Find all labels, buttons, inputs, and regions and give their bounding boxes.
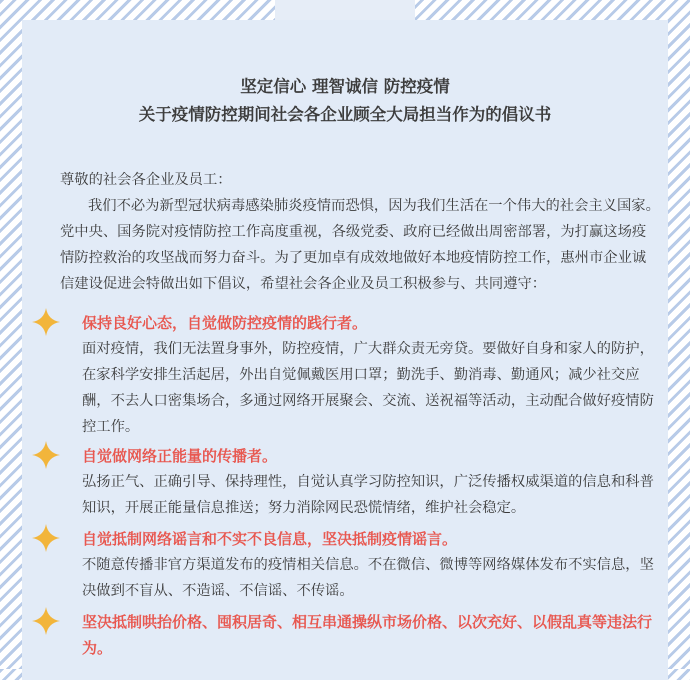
section-1-title: 保持良好心态，自觉做防控疫情的践行者。	[82, 314, 368, 332]
sparkle-star-icon	[32, 524, 60, 552]
sparkle-star-icon	[32, 441, 60, 469]
intro-paragraph: 我们不必为新型冠状病毒感染肺炎疫情而恐惧，因为我们生活在一个伟大的社会主义国家。党中央、国务院对疫情防控工作高度重视，各级党委、政府已经做出周密部署，为打赢这场疫情防控救治的攻坚战而努力奋斗。为了更加卓有成效地做好本地疫情防控工作，惠州市企业诚信建设促进会特做出如下倡议，希望社会各企业及员工积极参与、共同遵守：	[60, 198, 660, 292]
section-3-body: 不随意传播非官方渠道发布的疫情相关信息。不在微信、微博等网络媒体发布不实信息，坚决做到不盲从、不造谣、不信谣、不传谣。	[82, 557, 654, 599]
section-1-body: 面对疫情，我们无法置身事外，防控疫情，广大群众责无旁贷。要做好自身和家人的防护，在家科学安排生活起居，外出自觉佩戴医用口罩；勤洗手、勤消毒、勤通风；减少社交应酬，不去人口密集场合，多通过网络开展聚会、交流、送祝福等活动，主动配合做好疫情防控工作。	[82, 341, 654, 435]
top-tab	[275, 0, 415, 20]
sparkle-star-icon	[32, 308, 60, 336]
section-4-title: 坚决抵制哄抬价格、囤积居奇、相互串通操纵市场价格、以次充好、以假乱真等违法行为。	[82, 613, 653, 657]
page-title: 坚定信心 理智诚信 防控疫情	[240, 77, 450, 96]
salutation: 尊敬的社会各企业及员工：	[60, 172, 232, 188]
document-sheet	[22, 20, 668, 680]
section-2-title: 自觉做网络正能量的传播者。	[82, 447, 278, 465]
page-subtitle: 关于疫情防控期间社会各企业顾全大局担当作为的倡议书	[138, 105, 552, 124]
section-3-title: 自觉抵制网络谣言和不实不良信息，坚决抵制疫情谣言。	[82, 530, 458, 548]
section-2-body: 弘扬正气、正确引导、保持理性，自觉认真学习防控知识，广泛传播权威渠道的信息和科普知识，开展正能量信息推送；努力消除网民恐慌情绪，维护社会稳定。	[82, 474, 654, 516]
sparkle-star-icon	[32, 607, 60, 635]
